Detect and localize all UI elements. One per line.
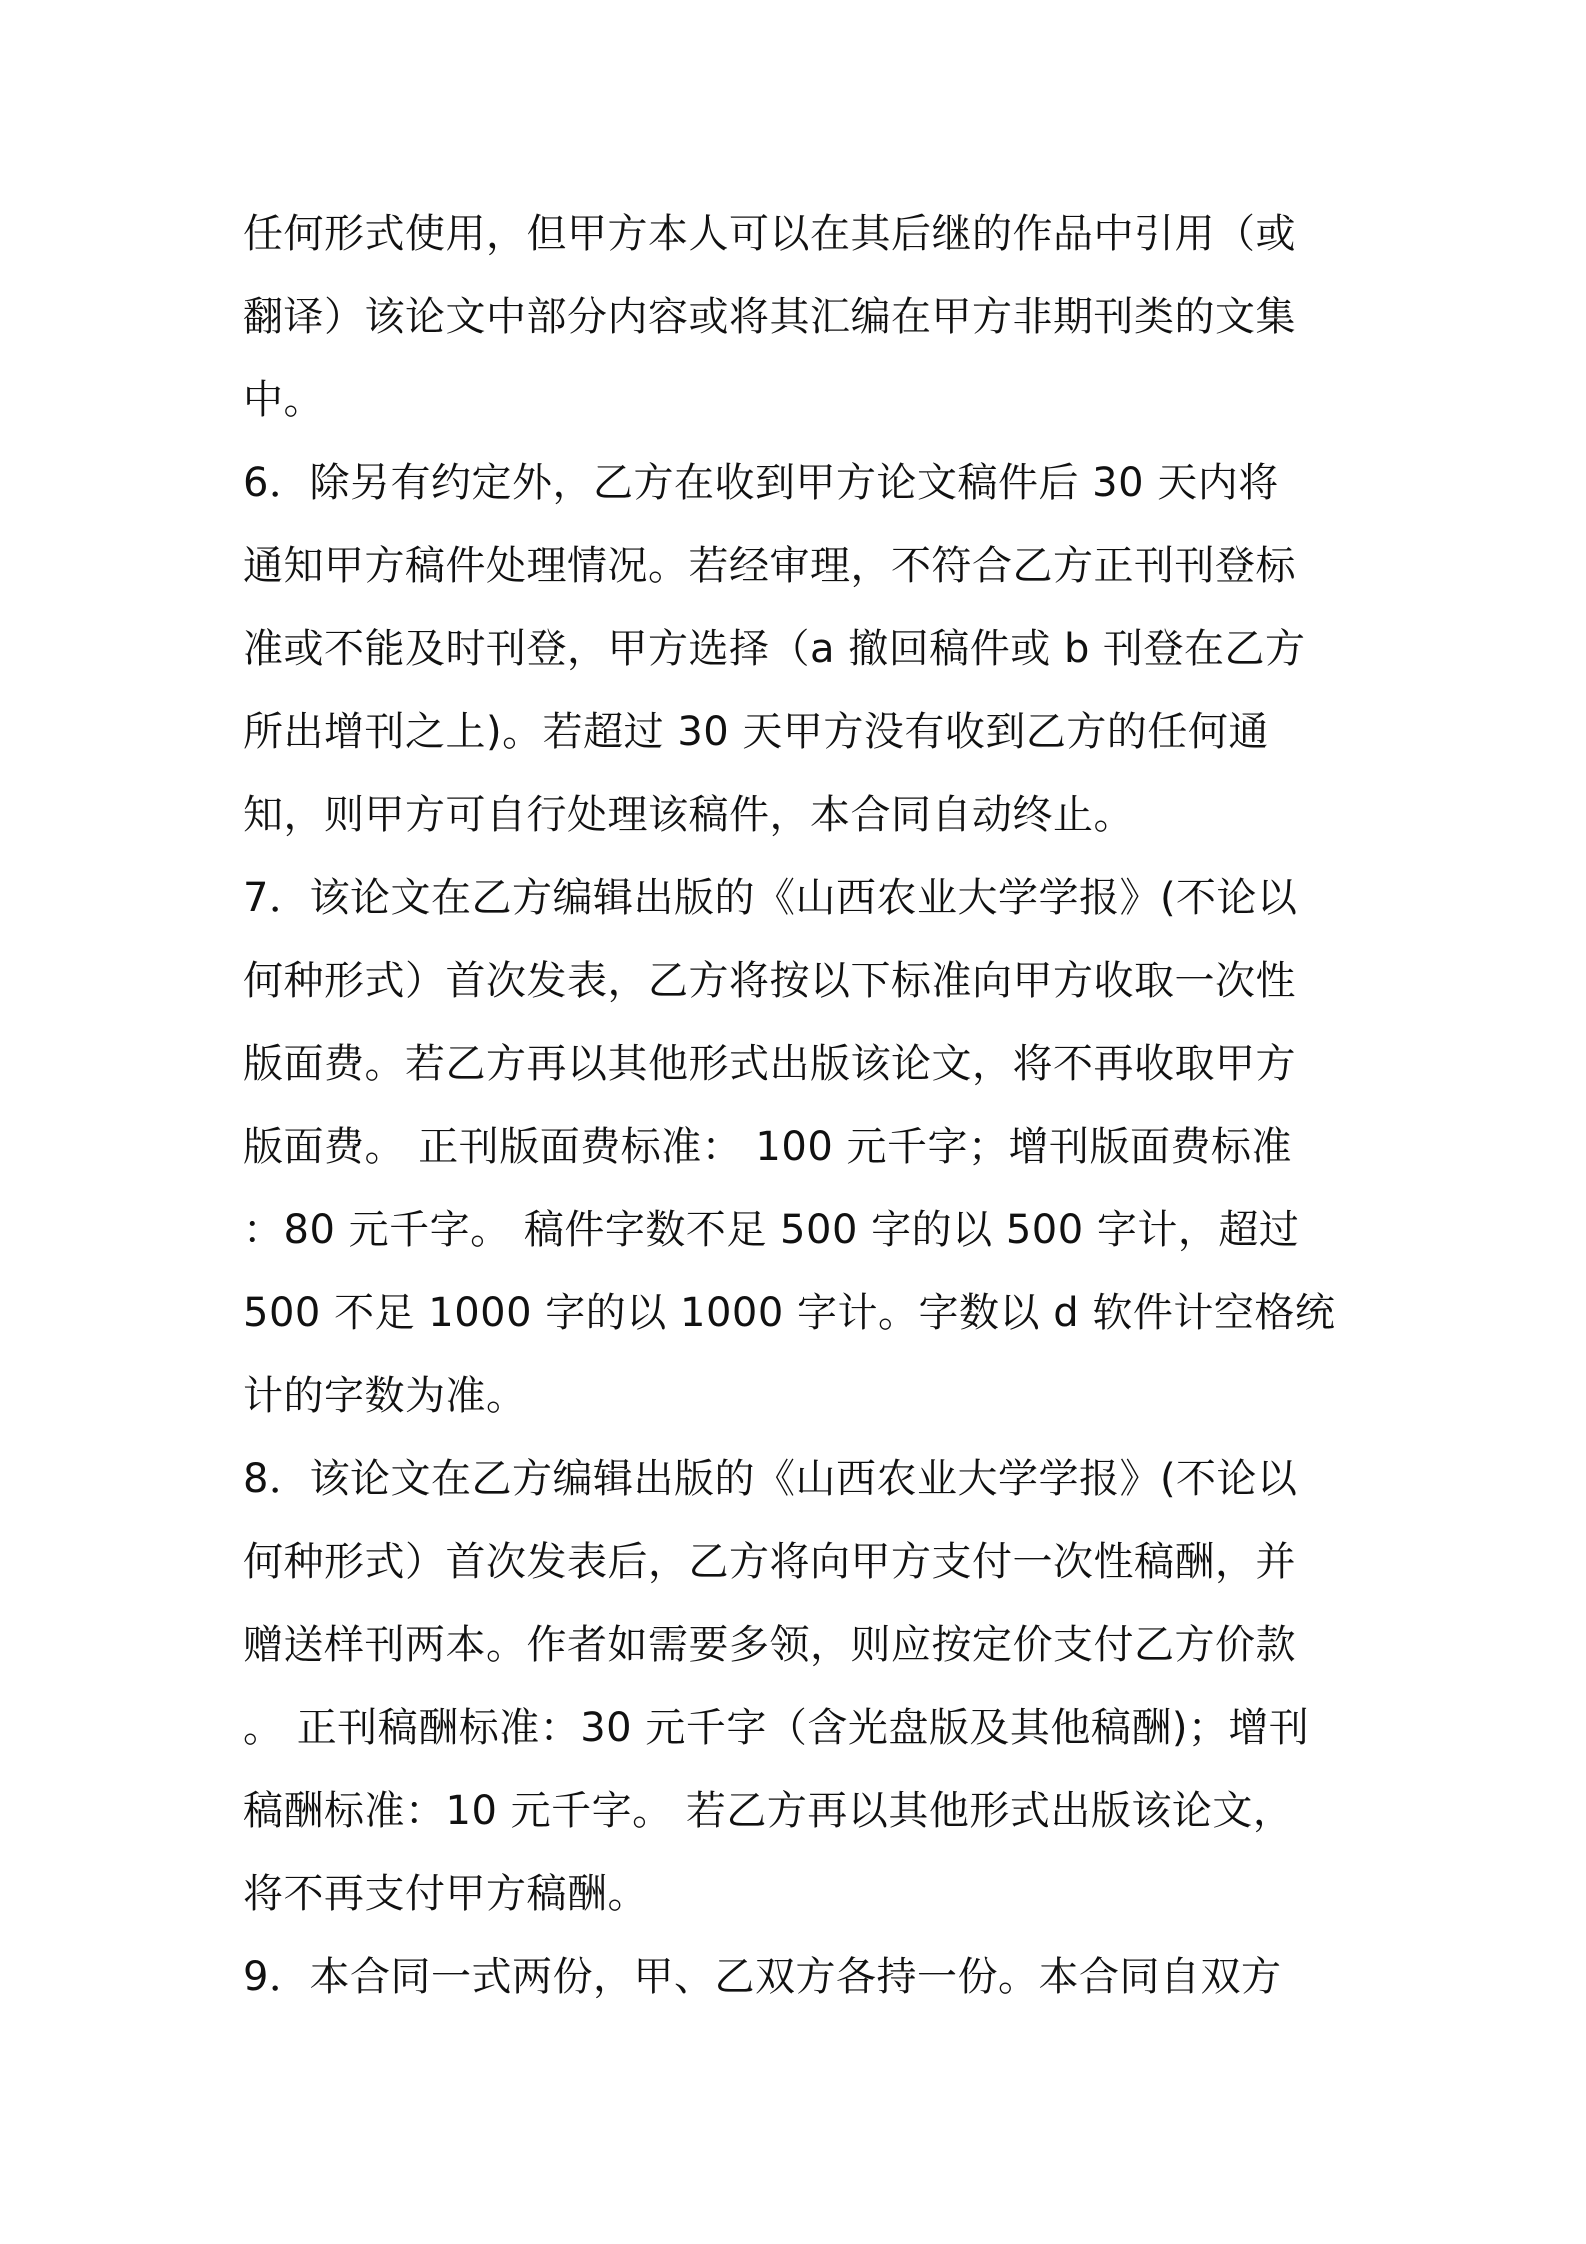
text-line: 版面费。若乙方再以其他形式出版该论文，将不再收取甲方: [243, 1041, 1296, 1087]
text-line: 通知甲方稿件处理情况。若经审理，不符合乙方正刊刊登标: [243, 543, 1296, 589]
text-line: 准或不能及时刊登，甲方选择（a 撤回稿件或 b 刊登在乙方: [243, 626, 1306, 672]
text-line: 500 不足 1000 字的以 1000 字计。字数以 d 软件计空格统: [243, 1290, 1336, 1336]
text-line: 何种形式）首次发表，乙方将按以下标准向甲方收取一次性: [243, 958, 1296, 1004]
text-line: 。 正刊稿酬标准：30 元千字（含光盘版及其他稿酬)；增刊: [243, 1705, 1310, 1751]
text-line: ：80 元千字。 稿件字数不足 500 字的以 500 字计，超过: [243, 1207, 1300, 1253]
text-line: 翻译）该论文中部分内容或将其汇编在甲方非期刊类的文集: [243, 294, 1296, 340]
text-line: 知，则甲方可自行处理该稿件，本合同自动终止。: [243, 792, 1134, 838]
text-line: 赠送样刊两本。作者如需要多领，则应按定价支付乙方价款: [243, 1622, 1296, 1668]
text-line: 任何形式使用，但甲方本人可以在其后继的作品中引用（或: [243, 211, 1296, 257]
text-line: 版面费。 正刊版面费标准： 100 元千字；增刊版面费标准: [243, 1124, 1292, 1170]
contract-body: [243, 193, 1353, 2019]
text-line: 中。: [243, 377, 324, 423]
text-line: 所出增刊之上)。若超过 30 天甲方没有收到乙方的任何通: [243, 709, 1269, 755]
text-line: 稿酬标准：10 元千字。 若乙方再以其他形式出版该论文，: [243, 1788, 1294, 1834]
clause-6-line: 6．除另有约定外，乙方在收到甲方论文稿件后 30 天内将: [243, 460, 1279, 506]
text-line: 何种形式）首次发表后，乙方将向甲方支付一次性稿酬，并: [243, 1539, 1296, 1585]
clause-7-line: 7．该论文在乙方编辑出版的《山西农业大学学报》(不论以: [243, 875, 1298, 921]
clause-8-line: 8．该论文在乙方编辑出版的《山西农业大学学报》(不论以: [243, 1456, 1298, 1502]
text-line: 计的字数为准。: [243, 1373, 527, 1419]
clause-9-line: 9．本合同一式两份，甲、乙双方各持一份。本合同自双方: [243, 1954, 1282, 2000]
text-line: 将不再支付甲方稿酬。: [243, 1871, 648, 1917]
